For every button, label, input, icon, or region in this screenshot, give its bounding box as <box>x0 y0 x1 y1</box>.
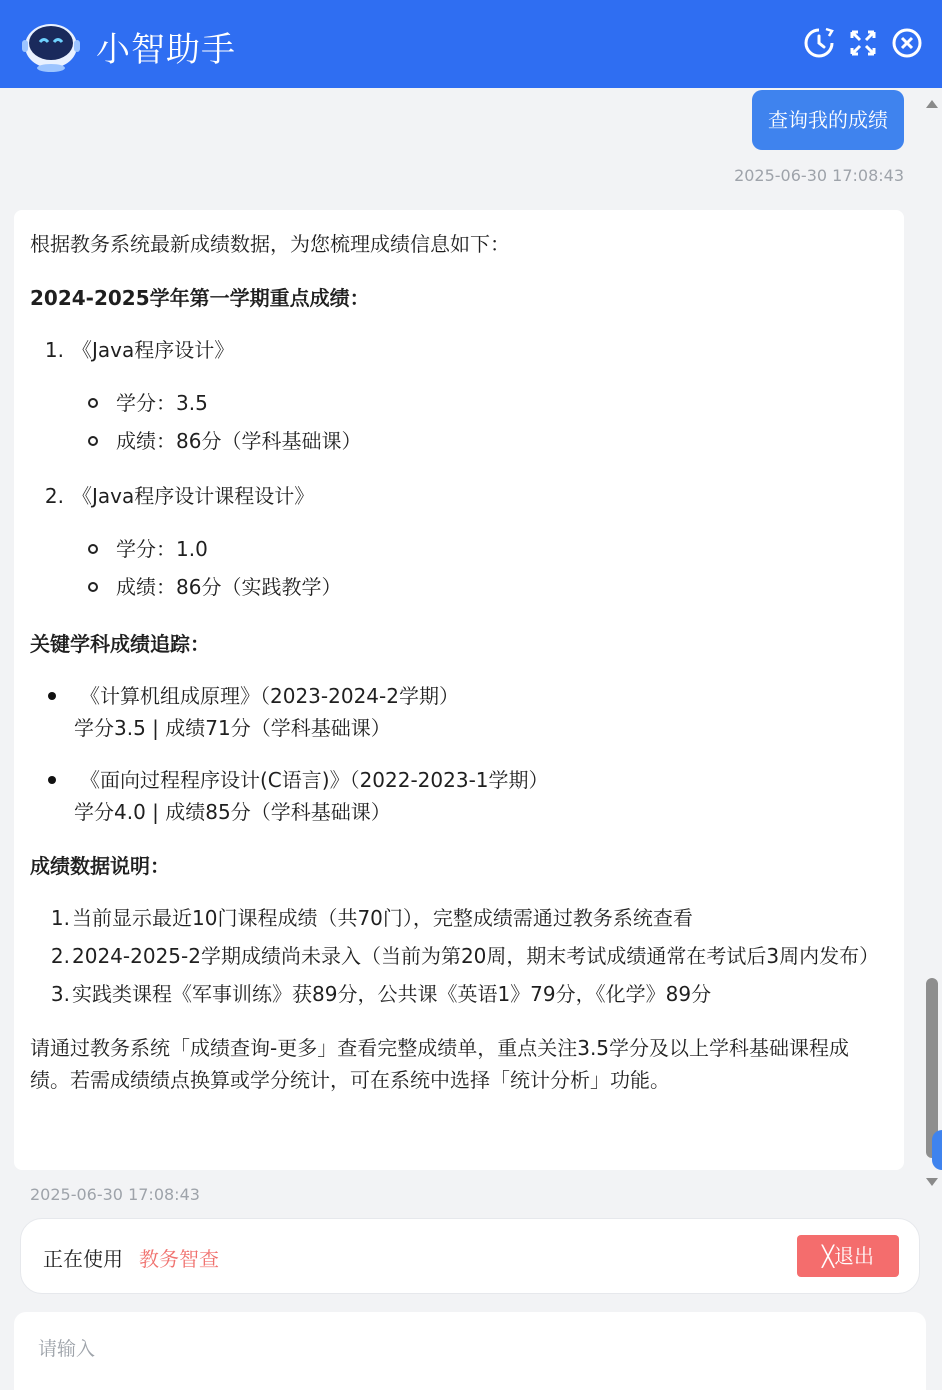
hollow-bullet-icon <box>88 398 98 408</box>
note-item <box>30 940 888 972</box>
course-credit <box>88 530 888 568</box>
app-header <box>0 0 942 88</box>
tracked-course <box>30 764 888 828</box>
course-credit-text: 学分：3.5 <box>116 391 208 415</box>
note-number: 3. <box>50 982 70 1006</box>
user-message-time: 2025-06-30 17:08:43 <box>734 166 904 185</box>
status-label: 正在使用 <box>43 1247 123 1271</box>
tracked-course-title: 《面向过程程序设计(C语言)》（2022-2023-1学期） <box>80 768 549 792</box>
note-item <box>30 902 888 934</box>
note-number: 1. <box>50 906 70 930</box>
ai-intro: 根据教务系统最新成绩数据，为您梳理成绩信息如下： <box>30 232 510 256</box>
active-app-bar <box>20 1218 920 1294</box>
course-number: 1. <box>44 338 64 362</box>
floating-handle[interactable] <box>932 1130 942 1170</box>
note-text: 实践类课程《军事训练》获89分，公共课《英语1》79分，《化学》89分 <box>72 982 712 1006</box>
note-item <box>30 978 888 1010</box>
tracked-course-detail: 学分3.5 | 成绩71分（学科基础课） <box>74 716 391 740</box>
course-item <box>30 334 888 366</box>
section-title-notes: 成绩数据说明： <box>30 854 170 878</box>
chat-area[interactable] <box>0 88 942 1210</box>
bullet-icon <box>48 692 56 700</box>
section-title-semester: 2024-2025学年第一学期重点成绩： <box>30 286 370 310</box>
course-item <box>30 480 888 512</box>
app-title: 小智助手 <box>96 30 236 70</box>
scroll-down-arrow-icon[interactable] <box>926 1178 938 1186</box>
hollow-bullet-icon <box>88 544 98 554</box>
bullet-icon <box>48 776 56 784</box>
tracked-course <box>30 680 888 744</box>
tracked-course-detail: 学分4.0 | 成绩85分（学科基础课） <box>74 800 391 824</box>
ai-message-card <box>14 210 904 1170</box>
fullscreen-button[interactable] <box>846 26 880 60</box>
fullscreen-icon <box>846 26 880 60</box>
course-detail-list <box>30 530 888 606</box>
course-number: 2. <box>44 484 64 508</box>
robot-logo-icon <box>20 12 82 74</box>
active-app-name: 教务智查 <box>139 1247 219 1271</box>
course-detail-list <box>30 384 888 460</box>
course-credit-text: 学分：1.0 <box>116 537 208 561</box>
note-text: 当前显示最近10门课程成绩（共70门），完整成绩需通过教务系统查看 <box>72 906 693 930</box>
course-score-text: 成绩：86分（学科基础课） <box>116 429 362 453</box>
hollow-bullet-icon <box>88 582 98 592</box>
close-button[interactable] <box>890 26 924 60</box>
tracked-course-title: 《计算机组成原理》（2023-2024-2学期） <box>80 684 459 708</box>
message-input[interactable] <box>38 1332 898 1366</box>
course-score-text: 成绩：86分（实践教学） <box>116 575 342 599</box>
exit-button[interactable]: ╳退出 <box>797 1235 899 1277</box>
course-name: 《Java程序设计》 <box>72 338 235 362</box>
course-score <box>88 568 888 606</box>
message-input-area[interactable] <box>14 1312 926 1390</box>
history-button[interactable] <box>802 26 836 60</box>
chat-scrollbar[interactable] <box>922 90 942 1196</box>
hollow-bullet-icon <box>88 436 98 446</box>
ai-closing-text: 请通过教务系统「成绩查询-更多」查看完整成绩单，重点关注3.5学分及以上学科基础课程成绩。若需成绩绩点换算或学分统计，可在系统中选择「统计分析」功能。 <box>30 1036 850 1092</box>
course-score <box>88 422 888 460</box>
user-message-bubble[interactable]: 查询我的成绩 <box>752 90 904 150</box>
note-text: 2024-2025-2学期成绩尚未录入（当前为第20周，期末考试成绩通常在考试后3周内发布） <box>72 944 880 968</box>
note-number: 2. <box>50 944 70 968</box>
ai-message-time: 2025-06-30 17:08:43 <box>30 1185 200 1204</box>
scroll-up-arrow-icon[interactable] <box>926 100 938 108</box>
course-name: 《Java程序设计课程设计》 <box>72 484 315 508</box>
course-credit <box>88 384 888 422</box>
close-circle-icon <box>890 26 924 60</box>
section-title-tracking: 关键学科成绩追踪： <box>30 632 210 656</box>
history-icon <box>802 26 836 60</box>
notes-list <box>30 902 888 1010</box>
